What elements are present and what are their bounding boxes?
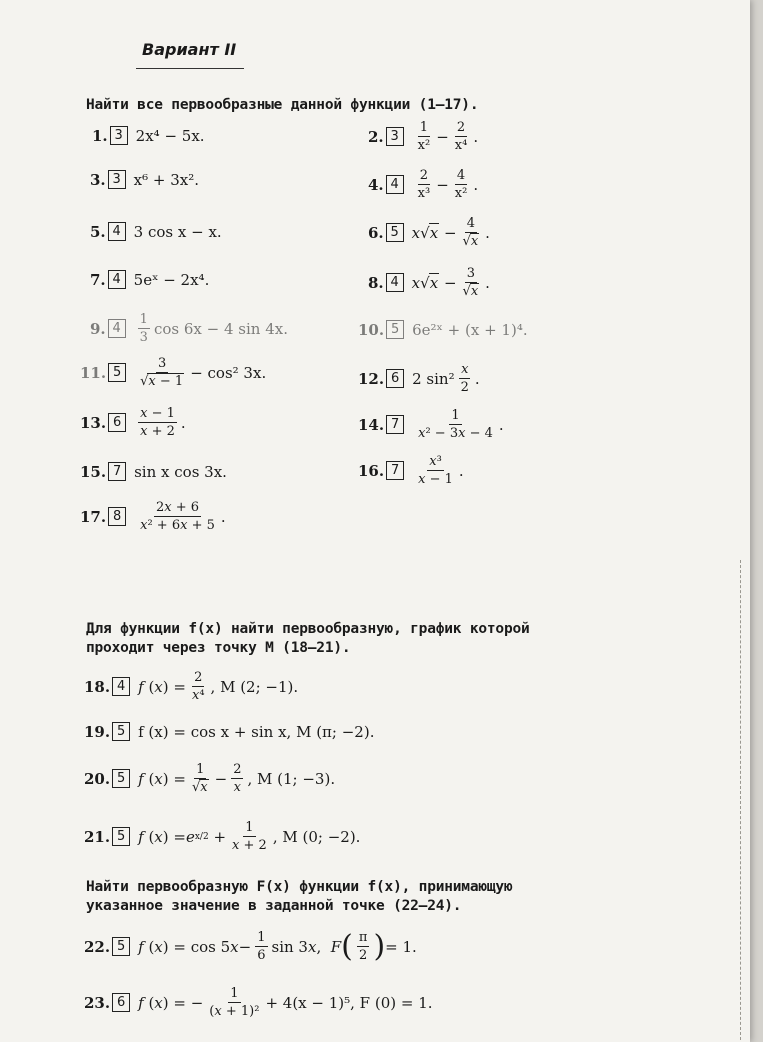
score-badge: 3: [386, 127, 404, 146]
task-expression: 2x⁴ − 5x.: [135, 126, 205, 145]
task-number: 18.: [84, 677, 111, 696]
task-expression: $\frac{1}{\text{x²}}$ − $\frac{2}{\text{x⁴}}$ .: [417, 120, 479, 153]
task-number: 7.: [90, 270, 106, 289]
score-badge: 5: [108, 363, 126, 382]
task-5: [90, 222, 222, 241]
task-number: 2.: [368, 127, 384, 146]
task-expression: 6e²ˣ + (x + 1)⁴.: [412, 320, 528, 339]
task-17: [80, 500, 226, 533]
score-badge: 3: [108, 170, 126, 189]
score-badge: 6: [108, 413, 126, 432]
task-expression: $\frac{1}{\text{x² − 3x − 4}}$ .: [418, 408, 504, 441]
task-expression: $\frac{\text{x³}}{x - 1}$ .: [418, 454, 464, 487]
task-number: 16.: [358, 461, 385, 480]
task-1: [92, 126, 205, 145]
task-21: [84, 820, 360, 853]
task-19: [84, 722, 374, 741]
score-badge: 6: [112, 993, 130, 1012]
task-number: 13.: [80, 413, 107, 432]
task-number: 8.: [368, 273, 384, 292]
task-expression: x √ x − $\frac{3}{√x}$ .: [411, 266, 490, 299]
task-number: 6.: [368, 223, 384, 242]
task-16: [358, 454, 464, 487]
score-badge: 7: [108, 462, 126, 481]
task-number: 5.: [90, 222, 106, 241]
score-badge: 4: [108, 270, 126, 289]
task-11: [80, 356, 266, 389]
task-expression: $\frac{3}{√x - 1}$ − cos² 3x.: [140, 356, 267, 389]
task-12: [358, 362, 480, 395]
task-number: 19.: [84, 722, 111, 741]
score-badge: 4: [386, 175, 404, 194]
task-23: [84, 986, 433, 1019]
task-expression: f ( x ) = $\frac{1}{√x}$ − $\frac{2}{x}$ , M (1; −3).: [138, 762, 336, 795]
task-9: [90, 312, 288, 345]
task-number: 22.: [84, 937, 111, 956]
task-expression: f ( x ) = $\frac{2}{\text{x⁴}}$ , M (2; −1).: [138, 670, 299, 703]
task-expression: f ( x ) = cos 5 x − $\frac{1}{6}$ sin 3 x , F ( $\frac{\pi}{2}$ ) = 1.: [138, 928, 417, 964]
task-14: [358, 408, 504, 441]
score-badge: 8: [108, 507, 126, 526]
task-number: 3.: [90, 170, 106, 189]
task-expression: $\frac{x - 1}{x + 2}$ .: [140, 406, 186, 439]
task-number: 21.: [84, 827, 111, 846]
task-3: [90, 170, 199, 189]
task-20: [84, 762, 335, 795]
task-number: 17.: [80, 507, 107, 526]
section2-heading: Для функции f(x) найти первообразную, график которой проходит через точку M (18—21).: [86, 621, 530, 656]
score-badge: 3: [110, 126, 128, 145]
task-10: [358, 320, 528, 339]
task-6: [368, 216, 490, 249]
task-18: [84, 670, 298, 703]
task-15: [80, 462, 227, 481]
variant-title: Вариант II: [142, 40, 237, 59]
task-expression: $\frac{2x + 6}{\text{x² + 6x + 5}}$ .: [140, 500, 226, 533]
section3-heading: Найти первообразную F(x) функции f(x), принимающую указанное значение в заданной точке (22—24).: [86, 879, 513, 914]
task-number: 9.: [90, 319, 106, 338]
score-badge: 5: [112, 827, 130, 846]
task-number: 10.: [358, 320, 385, 339]
task-8: [368, 266, 490, 299]
task-expression: 2 sin² $\frac{x}{2}$ .: [412, 362, 480, 395]
task-expression: x √ x − $\frac{4}{√x}$ .: [411, 216, 490, 249]
task-expression: sin x cos 3x.: [134, 462, 227, 481]
task-number: 11.: [80, 363, 107, 382]
score-badge: 4: [108, 319, 126, 338]
score-badge: 7: [386, 415, 404, 434]
task-expression: 3 cos x − x.: [133, 222, 222, 241]
task-expression: f ( x ) = e x/2 + $\frac{1}{x + 2}$ , M (0; −2).: [138, 820, 361, 853]
score-badge: 4: [112, 677, 130, 696]
task-expression: 5eˣ − 2x⁴.: [133, 270, 210, 289]
task-expression: x⁶ + 3x².: [133, 170, 200, 189]
task-number: 14.: [358, 415, 385, 434]
task-number: 23.: [84, 993, 111, 1012]
score-badge: 5: [112, 937, 130, 956]
task-22: [84, 930, 417, 963]
task-number: 12.: [358, 369, 385, 388]
task-number: 15.: [80, 462, 107, 481]
task-number: 20.: [84, 769, 111, 788]
task-2: [368, 120, 478, 153]
score-badge: 5: [112, 722, 130, 741]
score-badge: 4: [108, 222, 126, 241]
task-13: [80, 406, 186, 439]
task-4: [368, 168, 478, 201]
task-number: 1.: [92, 126, 108, 145]
score-badge: 7: [386, 461, 404, 480]
score-badge: 5: [386, 320, 404, 339]
task-expression: f ( x ) = − $\frac{1}{\text{(x + 1)²}}$ + 4(x − 1)⁵, F (0) = 1.: [138, 986, 433, 1019]
task-7: [90, 270, 209, 289]
section1-heading: Найти все первообразные данной функции (1—17).: [86, 97, 479, 113]
score-badge: 6: [386, 369, 404, 388]
task-expression: f (x) = cos x + sin x, M (π; −2).: [138, 722, 375, 741]
task-expression: $\frac{1}{3}$ cos 6x − 4 sin 4x.: [139, 312, 288, 345]
score-badge: 5: [112, 769, 130, 788]
task-expression: $\frac{2}{\text{x³}}$ − $\frac{4}{\text{x²}}$ .: [417, 168, 479, 201]
page-edge-line: [740, 560, 742, 1040]
score-badge: 5: [386, 223, 404, 242]
task-number: 4.: [368, 175, 384, 194]
variant-underline: [136, 68, 244, 69]
score-badge: 4: [386, 273, 404, 292]
